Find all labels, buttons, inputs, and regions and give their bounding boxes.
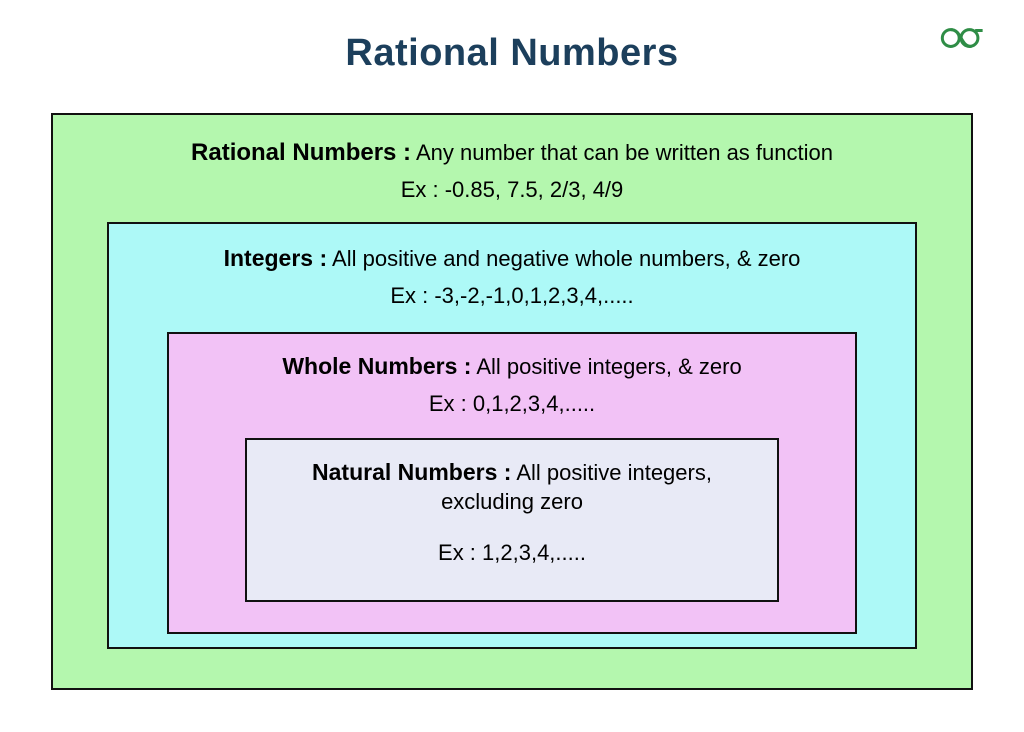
rational-numbers-set — [51, 113, 973, 690]
natural-numbers-example: Ex : 1,2,3,4,..... — [438, 539, 586, 565]
page-title: Rational Numbers — [345, 32, 679, 74]
integers-definition: All positive and negative whole numbers, & zero — [332, 246, 801, 272]
natural-numbers-definition: All positive integers, excluding zero — [441, 460, 712, 515]
natural-numbers-label: Natural Numbers : — [312, 459, 512, 486]
rational-numbers-definition: Any number that can be written as function — [415, 140, 833, 165]
whole-numbers-label: Whole Numbers : — [282, 353, 472, 380]
integers-set — [107, 222, 917, 649]
integers-headline — [109, 244, 915, 274]
whole-numbers-headline — [169, 352, 855, 382]
whole-numbers-definition: All positive integers, & zero — [476, 354, 742, 380]
rational-numbers-label: Rational Numbers : — [191, 139, 412, 166]
natural-numbers-set — [245, 438, 779, 602]
rational-numbers-example: Ex : -0.85, 7.5, 2/3, 4/9 — [400, 177, 624, 203]
natural-numbers-headline — [247, 458, 777, 516]
rational-numbers-headline — [53, 137, 971, 168]
whole-numbers-set — [167, 332, 857, 634]
whole-numbers-example: Ex : 0,1,2,3,4,..... — [428, 391, 596, 417]
integers-label: Integers : — [223, 245, 328, 272]
integers-example: Ex : -3,-2,-1,0,1,2,3,4,..... — [390, 283, 634, 309]
